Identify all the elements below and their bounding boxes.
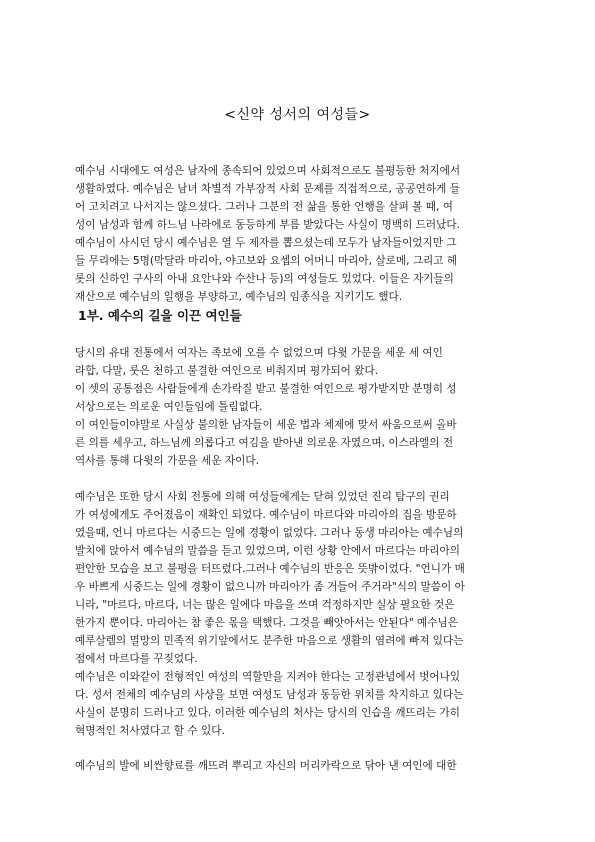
text-line: 예수님이 사시던 당시 예수님은 열 두 제자를 뽑으셨는데 모두가 남자들이었지만 그 <box>75 237 457 249</box>
text-line: 예루살렘의 멸망의 민족적 위기앞에서도 분주한 마음으로 생활의 염려에 빠져 있다는 <box>75 635 464 647</box>
text-line: 생활하였다. 예수님은 남녀 차별적 가부장적 사회 문제를 직접적으로, 공공연하게 들 <box>75 183 460 195</box>
intro-paragraph-2 <box>75 234 517 306</box>
text-line: 예수님 시대에도 여성은 남자에 종속되어 있었으며 사회적으로도 불평등한 처지에서 <box>75 165 461 177</box>
text-line: 예수님은 이와같이 전형적인 여성의 역할만을 지켜야 한다는 고정관념에서 벗어나있 <box>75 671 461 683</box>
section-heading: 1부. 예수의 길을 이끈 여인들 <box>78 308 242 323</box>
text-line: 들 무리에는 5명(막달라 마리아, 야고보와 요셉의 어머니 마리아, 살로메, 그리고 헤 <box>75 255 458 267</box>
text-line: 우 바쁘게 시중드는 일에 경황이 없으니까 마리아가 좀 거들어 주거라"식의 말씀이 아 <box>75 581 465 593</box>
section1-paragraph-1 <box>75 344 517 470</box>
text-line: 당시의 유대 전통에서 여자는 족보에 오를 수 없었으며 다윗 가문을 세운 세 여인 <box>75 347 443 359</box>
page-title: <신약 성서의 여성들> <box>224 107 371 123</box>
text-line: 였을때, 언니 마르다는 시중드는 일에 경황이 없었다. 그러나 동생 마리아는 예수님의 <box>75 527 464 539</box>
section1-paragraph-4 <box>75 757 517 775</box>
section1-paragraph-2 <box>75 488 517 668</box>
text-line: 예수님은 또한 당시 사회 전통에 의해 여성들에게는 닫혀 있었던 진리 탐구의 권리 <box>75 491 450 503</box>
text-line: 예수님의 발에 비싼향료를 깨뜨려 뿌리고 자신의 머리카락으로 닦아 낸 여인에 대한 <box>75 760 457 772</box>
text-line: 다. 성서 전체의 예수님의 사상을 보면 여성도 남성과 동등한 위치를 차지하고 있다는 <box>75 689 464 701</box>
text-line: 혁명적인 처사였다고 할 수 있다. <box>75 725 225 737</box>
text-line: 이 셋의 공통점은 사람들에게 손가락질 받고 불결한 여인으로 평가받지만 분명히 성 <box>75 383 457 395</box>
text-line: 점에서 마르다를 꾸짖었다. <box>75 653 198 665</box>
section1-paragraph-3 <box>75 668 517 740</box>
text-line: 역사를 통해 다윗의 가문을 세운 자이다. <box>75 455 259 467</box>
text-line: 발치에 앉아서 예수님의 말씀을 듣고 있었으며, 이런 상황 안에서 마르다는 마리아의 <box>75 545 460 557</box>
text-line: 른 의를 세우고, 하느님께 의롭다고 여김을 받아낸 의로운 자였으며, 이스라엘의 전 <box>75 437 454 449</box>
text-line: 어 고치려고 나서지는 않으셨다. 그러나 그분의 전 삶을 통한 언행을 살펴 볼 때, 여 <box>75 201 453 213</box>
text-line: 라합, 다말, 룻은 천하고 불결한 여인으로 비춰지며 평가되어 왔다. <box>75 365 379 377</box>
text-line: 사실이 분명히 드러나고 있다. 이러한 예수님의 처사는 당시의 인습을 깨뜨리는 가히 <box>75 707 460 719</box>
text-line: 이 여인들이야말로 사실상 불의한 남자들이 세운 법과 체제에 맞서 싸움으로써 올바 <box>75 419 457 431</box>
text-line: 서상으로는 의로운 여인들임에 틀림없다. <box>75 401 263 413</box>
text-line: 편안한 모습을 보고 불평을 터뜨렸다.그러나 예수님의 반응은 뜻밖이었다. "언니가 매 <box>75 563 465 575</box>
text-line: 가 여성에게도 주어졌음이 재확인 되었다. 예수님이 마르다와 마리아의 집을 방문하 <box>75 509 457 521</box>
text-line: 재산으로 예수님의 일행을 부양하고, 예수님의 임종식을 지키기도 했다. <box>75 291 403 303</box>
text-line: 니라, "마르다, 마르다, 너는 많은 일에다 마음을 쓰며 걱정하지만 실상 필요한 것은 <box>75 599 455 611</box>
text-line: 한가지 뿐이다. 마리아는 참 좋은 몫을 택했다. 그것을 빼앗아서는 안된다" 예수님은 <box>75 617 458 629</box>
text-line: 롯의 신하인 구사의 아내 요안나와 수산나 등)의 여성들도 있었다. 이들은 자기들의 <box>75 273 454 285</box>
intro-paragraph-1 <box>75 162 517 234</box>
text-line: 성이 남성과 함께 하느님 나라에로 동등하게 부름 받았다는 사실이 명백히 드러났다. <box>75 219 460 231</box>
